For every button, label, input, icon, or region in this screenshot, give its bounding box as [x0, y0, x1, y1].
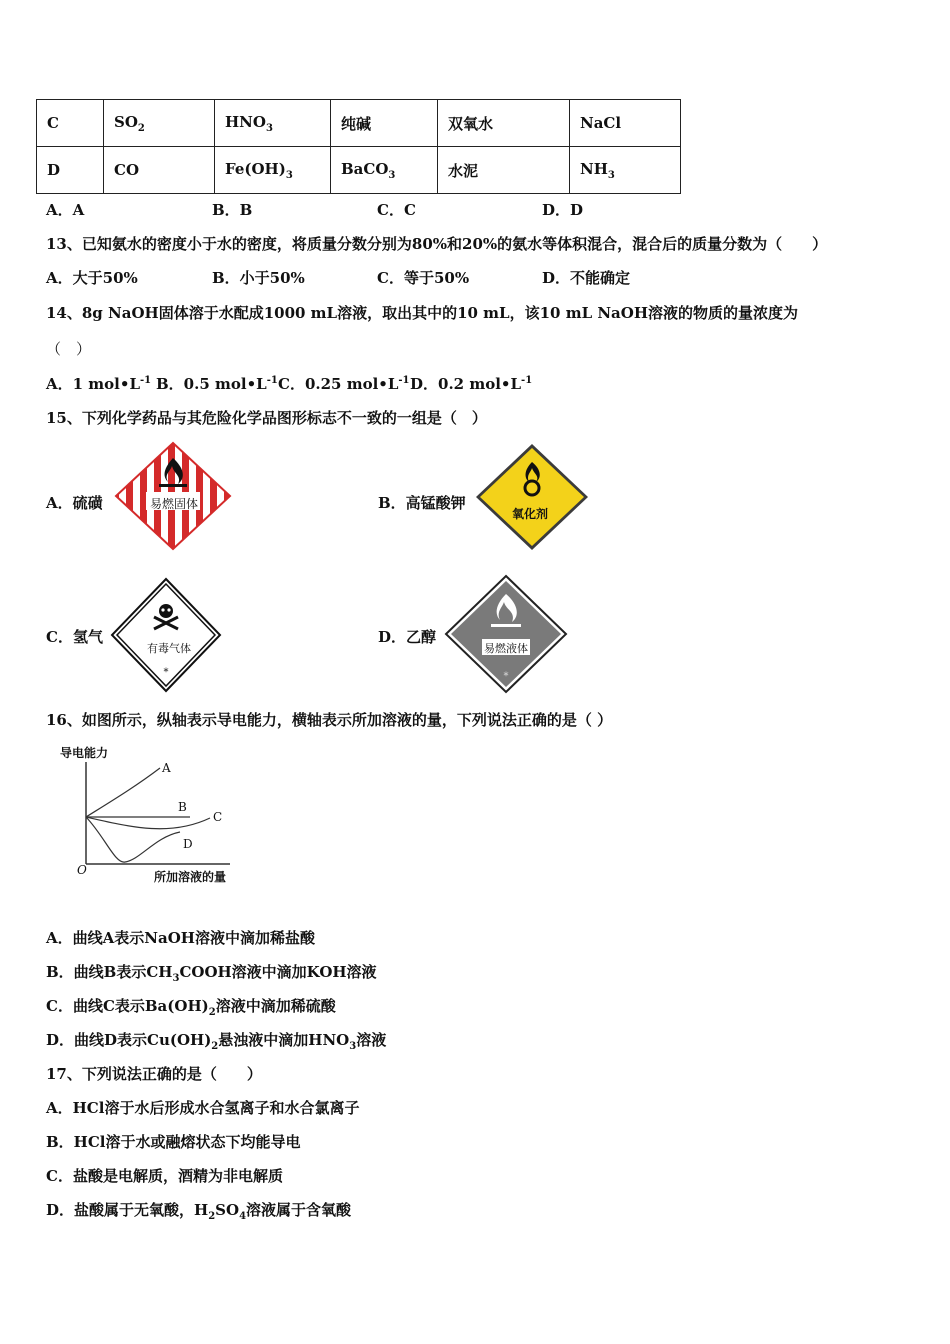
q17-option-a[interactable]: A．HCl溶于水后形成水合氢离子和水合氯离子 — [46, 1099, 360, 1117]
q15-option-d[interactable]: D．乙醇 — [378, 628, 437, 646]
q12-option-c[interactable]: C．C — [377, 201, 416, 219]
q15-option-b[interactable]: B．高锰酸钾 — [378, 494, 466, 512]
toxic-gas-sign: * 有毒气体 — [110, 577, 222, 693]
table-cell: 水泥 — [448, 161, 479, 180]
q14-option-a[interactable]: A．1 $mol•L^{-1}$ — [46, 375, 152, 393]
oxidizer-sign: 氧化剂 — [474, 442, 590, 552]
q16-option-d[interactable]: D．曲线D表示$Cu(OH)_2$悬浊液中滴加$HNO_3$溶液 — [46, 1031, 387, 1052]
q13-option-b[interactable]: B．小于50% — [212, 269, 305, 287]
table-cell: 双氧水 — [448, 114, 494, 133]
q16-option-a[interactable]: A．曲线A表示NaOH溶液中滴加稀盐酸 — [46, 929, 315, 947]
flammable-solid-sign: 易燃固体 — [112, 440, 234, 552]
q14-option-d[interactable]: D．0.2 $mol•L^{-1}$ — [410, 375, 533, 393]
table-cell: NH — [580, 159, 608, 178]
table-row: D CO $Fe(OH)_3$ BaCO$_3$ 水泥 $NH_3$ — [37, 147, 681, 194]
q17-stem: 17、下列说法正确的是（ ） — [46, 1065, 262, 1083]
q13-option-a[interactable]: A．大于50% — [46, 269, 138, 287]
svg-text:*: * — [503, 671, 509, 682]
q15-option-c[interactable]: C．氢气 — [46, 628, 103, 646]
q16-option-c[interactable]: C．曲线C表示$Ba(OH)_2$溶液中滴加稀硫酸 — [46, 997, 336, 1018]
q12-option-a[interactable]: A．A — [46, 201, 85, 219]
q16-option-b[interactable]: B．曲线B表示$CH_3COOH$溶液中滴加KOH溶液 — [46, 963, 377, 984]
q15-stem: 15、下列化学药品与其危险化学品图形标志不一致的一组是（ ） — [46, 409, 487, 427]
table-row: C $SO_2$ $HNO_3$ 纯碱 双氧水 NaCl — [37, 100, 681, 147]
q12-option-d[interactable]: D．D — [542, 201, 584, 219]
table-cell: D — [47, 161, 61, 179]
q13-stem: 13、已知氨水的密度小于水的密度，将质量分数分别为80%和20%的氨水等体积混合，混合后的质量分数为（ ） — [46, 235, 828, 253]
svg-text:*: * — [163, 667, 169, 678]
q13-option-c[interactable]: C．等于50% — [377, 269, 470, 287]
table-cell: Fe(OH) — [225, 159, 286, 178]
q17-option-c[interactable]: C．盐酸是电解质，酒精为非电解质 — [46, 1167, 283, 1185]
q15-option-a[interactable]: A．硫磺 — [46, 494, 103, 512]
conductivity-graph: 导电能力 所加溶液的量 O A B C D — [60, 746, 227, 884]
q14-paren: （ ） — [46, 340, 92, 358]
table-cell: CO — [114, 161, 140, 179]
q17-option-d[interactable]: D．盐酸属于无氧酸，$H_2SO_4$溶液属于含氧酸 — [46, 1201, 352, 1222]
q13-option-d[interactable]: D．不能确定 — [542, 269, 631, 287]
substance-table — [36, 99, 681, 194]
flammable-liquid-sign: * 易燃液体 — [444, 574, 568, 694]
q16-stem: 16、如图所示，纵轴表示导电能力，横轴表示所加溶液的量，下列说法正确的是（ ） — [46, 711, 613, 729]
table-cell: NaCl — [580, 114, 622, 132]
table-cell: 纯碱 — [341, 114, 372, 133]
table-cell: HNO — [225, 112, 266, 131]
oxidizer-icon — [474, 442, 590, 552]
q12-option-b[interactable]: B．B — [212, 201, 253, 219]
flame-icon — [444, 574, 568, 694]
q14-option-b[interactable]: B．0.5 $mol•L^{-1}$ — [156, 375, 278, 393]
q14-option-c[interactable]: C．0.25 $mol•L^{-1}$ — [278, 375, 410, 393]
q17-option-b[interactable]: B．HCl溶于水或融熔状态下均能导电 — [46, 1133, 301, 1151]
curve-d — [86, 817, 180, 862]
curve-c — [86, 817, 210, 829]
table-cell: C — [47, 114, 59, 132]
table-cell: SO — [114, 112, 138, 131]
table-cell: BaCO — [341, 159, 389, 178]
skull-crossbones-icon — [110, 577, 222, 693]
q14-stem: 14、8g NaOH固体溶于水配成1000 mL溶液，取出其中的10 mL，该10 mL NaOH溶液的物质的量浓度为 — [46, 304, 799, 322]
curve-a — [86, 768, 160, 817]
